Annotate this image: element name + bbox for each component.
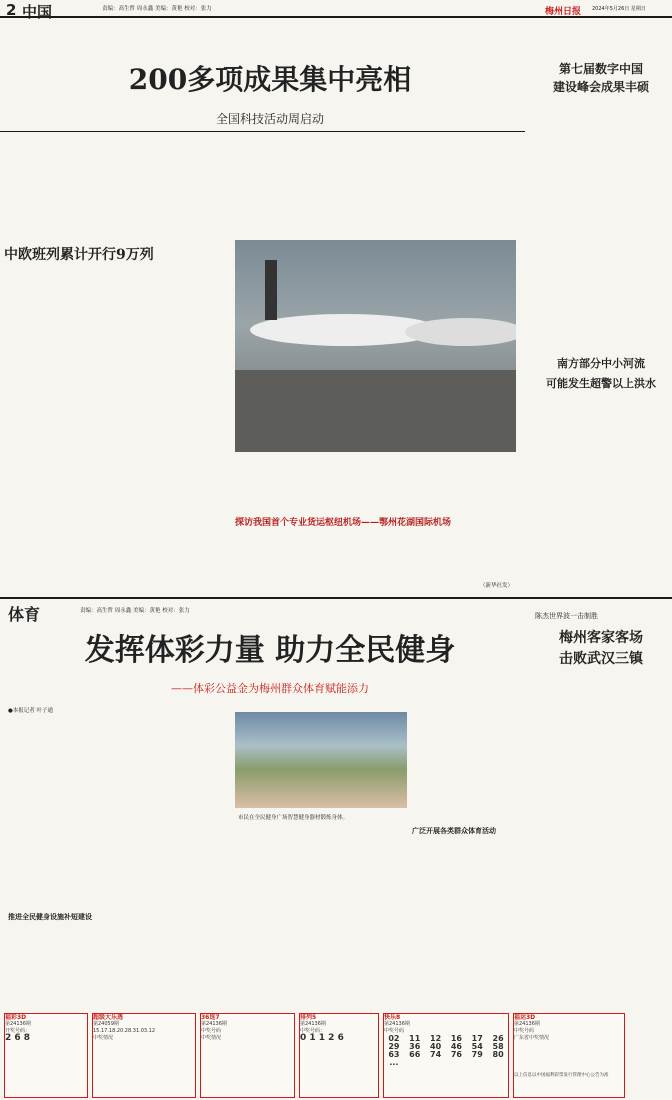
keno-number: 63	[388, 1050, 400, 1059]
side1-headline: 第七届数字中国	[558, 62, 643, 76]
keno-number: ...	[389, 1058, 399, 1067]
lottery-4-line-2: 0 1 1 2 6	[300, 1033, 344, 1043]
lottery-4-name: 排列5	[300, 1014, 317, 1021]
keno-number: 40	[430, 1042, 442, 1051]
side3-body	[535, 672, 667, 1060]
sports-subtitle: ——体彩公益金为梅州群众体育赋能添力	[171, 682, 369, 695]
lottery-3-issue: 第24136期	[201, 1021, 227, 1027]
lottery-1-issue: 第24136期	[5, 1021, 31, 1027]
side3-headline-2: 击败武汉三镇	[559, 651, 643, 667]
keno-number: 02	[388, 1034, 400, 1043]
keno-number: 46	[450, 1042, 462, 1051]
keno-number: 79	[471, 1050, 483, 1059]
subhead-2: 广泛开展各类群众体育活动	[412, 827, 496, 835]
lottery-2-line-1: 15.17.18.20.28.31.03.12	[93, 1028, 156, 1034]
sports-body-1	[6, 718, 234, 868]
side2-headline: 南方部分中小河流	[557, 357, 645, 370]
section-title: 中国	[22, 3, 53, 21]
side2-body	[535, 393, 667, 588]
lottery-1-line-1: 开奖号码：	[5, 1028, 31, 1034]
lottery-3-name: 36选7	[201, 1014, 220, 1021]
lottery-5-issue: 第24136期	[384, 1021, 410, 1027]
newspaper-logo: 梅州日报	[545, 7, 582, 17]
lottery-4-issue: 第24136期	[300, 1021, 326, 1027]
keno-number: 66	[409, 1050, 421, 1059]
lottery-6-line-2: 广东省中奖情况	[514, 1035, 550, 1041]
train-body	[4, 262, 114, 562]
keno-number: 74	[430, 1050, 442, 1059]
keno-number: 17	[471, 1034, 483, 1043]
lottery-2-issue: 第24059期	[93, 1021, 119, 1027]
sports-rule	[0, 597, 672, 599]
lottery-3-line-1: 中奖号码	[201, 1028, 222, 1034]
lead-subtitle: 全国科技活动周启动	[215, 112, 324, 126]
side3-kicker: 陈杰世界波一击制胜	[535, 612, 598, 620]
page-number: 2	[6, 1, 17, 19]
photo1-caption: 探访我国首个专业货运枢纽机场——鄂州花湖国际机场	[235, 518, 452, 528]
photo2-caption: 市民在全民健身广场智慧健身器材锻炼身体。	[238, 815, 349, 821]
side1-headline-2: 建设峰会成果丰硕	[552, 80, 649, 94]
sports-byline: ●本报记者 叶子通	[8, 708, 54, 714]
cargo-airport-photo	[235, 240, 516, 452]
lottery-box-4	[299, 1013, 379, 1098]
keno-number: 26	[492, 1034, 504, 1043]
sports-section-title: 体育	[8, 605, 41, 624]
keno-number: 16	[450, 1034, 462, 1043]
lottery-6-issue: 第24136期	[514, 1021, 540, 1027]
side3-headline: 梅州客家客场	[559, 630, 643, 646]
rule	[0, 131, 525, 132]
lottery-1-line-2: 2 6 8	[5, 1033, 31, 1043]
fitness-park-photo	[235, 712, 407, 808]
lead-headline: 200多项成果集中亮相	[128, 63, 412, 96]
keno-number: 11	[409, 1034, 421, 1043]
lottery-2-line-2: 中奖情况	[93, 1035, 114, 1041]
editor-line: 责编：高生哲 周永鑫 美编：黄艳 校对：张力	[102, 6, 212, 12]
keno-number	[405, 1059, 425, 1066]
lottery-5-name: 快乐8	[384, 1014, 401, 1021]
lottery-1-name: 福彩3D	[5, 1014, 27, 1021]
lottery-box-1	[4, 1013, 88, 1098]
date: 2024年5月26日 星期日	[592, 6, 646, 12]
keno-number: 76	[450, 1050, 462, 1059]
keno-number: 54	[471, 1042, 483, 1051]
lottery-2-name: 超级大乐透	[93, 1014, 124, 1021]
keno-number: 58	[492, 1042, 504, 1051]
keno-grid	[384, 1035, 508, 1066]
side1-body	[535, 100, 667, 340]
keno-number: 80	[492, 1050, 504, 1059]
side2-headline-2: 可能发生超警以上洪水	[546, 377, 656, 390]
lottery-box-6	[513, 1013, 625, 1098]
train-headline: 中欧班列累计开行9万列	[4, 247, 154, 263]
keno-number: 36	[409, 1042, 421, 1051]
lottery-3-line-2: 中奖情况	[201, 1035, 222, 1041]
subhead-1: 推进全民健身设施补短建设	[8, 913, 92, 921]
lottery-6-name: 福运3D	[514, 1014, 536, 1021]
sports-editor-line: 责编：高生哲 周永鑫 美编：黄艳 校对：张力	[80, 608, 190, 614]
lottery-box-3	[200, 1013, 295, 1098]
airplane-image	[235, 240, 516, 452]
lottery-box-2	[92, 1013, 196, 1098]
lottery-4-line-1: 中奖号码：	[300, 1028, 326, 1034]
lottery-box-5	[383, 1013, 509, 1098]
lead-body	[6, 134, 516, 226]
keno-number: 29	[388, 1042, 400, 1051]
sports-headline: 发挥体彩力量 助力全民健身	[84, 633, 456, 668]
keno-number: 12	[430, 1034, 442, 1043]
photo1-credit: （新华社发）	[480, 583, 514, 589]
lottery-notice: 以上信息以中国福利彩票发行管理中心公告为准	[514, 1073, 609, 1078]
lottery-6-line-1: 中奖号码	[514, 1028, 535, 1034]
lottery-5-line-1: 中奖号码	[384, 1028, 405, 1034]
